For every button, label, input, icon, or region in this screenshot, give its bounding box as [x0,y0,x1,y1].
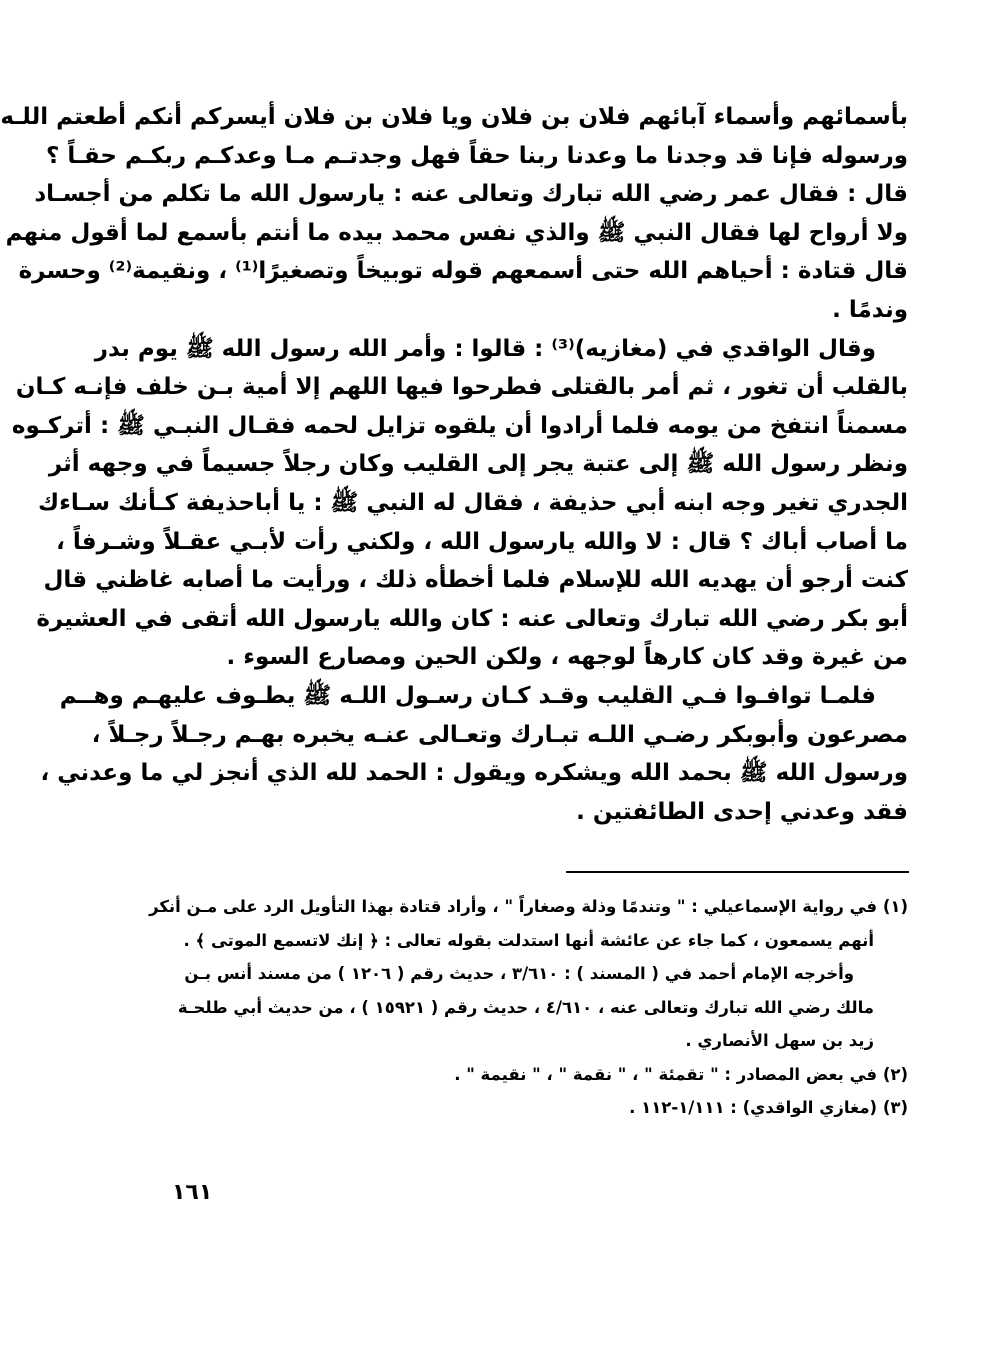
text-line: أبو بكر رضي الله تبارك وتعالى عنه : كان والله يارسول الله أتقى في العشيرة [36,605,908,632]
text-line: كنت أرجو أن يهديه الله للإسلام فلما أخطأه ذلك ، ورأيت ما أصابه غاظني قال [43,567,908,594]
footnote-line: مالك رضي الله تبارك وتعالى عنه ، ٤/٦١٠ ، حديث رقم ( ١٥٩٢١ ) ، من حديث أبي طلحـة [177,997,874,1017]
footnote-line: زيد بن سهل الأنصاري . [685,1031,874,1050]
text-line: وندمًا . [832,296,908,323]
text-line: الجدري تغير وجه ابنه أبي حذيفة ، فقال له النبي ﷺ : يا أباحذيفة كـأنك سـاءك [38,489,908,516]
main-text [0,98,908,831]
text-line: ولا أرواح لها فقال النبي ﷺ والذي نفس محمد بيده ما أنتم بأسمع لما أقول منهم [5,219,908,246]
footnote-line: (١) في رواية الإسماعيلي : " وتندمًا وذلة وصغاراً " ، وأراد قتادة بهذا التأويل الرد على مـن أنكر [149,897,908,916]
text-line: ونظر رسول الله ﷺ إلى عتبة يجر إلى القليب وكان رجلاً جسيماً في وجهه أثر [48,451,908,478]
text-line: وقال الواقدي في (مغازيه)⁽³⁾ : قالوا : وأمر الله رسول الله ﷺ يوم بدر [94,335,876,362]
text-line: من غيرة وقد كان كارهاً لوجهه ، ولكن الحين ومصارع السوء . [226,644,908,671]
text-line: مسمناً انتفخ من يومه فلما أرادوا أن يلقوه تزايل لحمه فقـال النبـي ﷺ : أتركـوه [11,412,908,439]
footnote-1 [149,890,908,1058]
text-line: مصرعون وأبوبكر رضـي اللـه تبـارك وتعـالى عنـه يخبره بهـم رجـلاً رجـلاً ، [91,721,908,748]
text-line: قال : فقال عمر رضي الله تبارك وتعالى عنه : يارسول الله ما تكلم من أجسـاد [34,181,908,208]
footnote-2: (٢) في بعض المصادر : " تقمئة " ، " نقمة " ، " نقيمة " . [454,1064,908,1084]
footnote-line: وأخرجه الإمام أحمد في ( المسند ) : ٣/٦١٠ ، حديث رقم ( ١٢٠٦ ) من مسند أنس بـن [184,964,854,983]
footnote-separator [566,871,909,873]
paragraph-2 [11,330,908,677]
page-number: ١٦١ [172,1180,213,1205]
text-line: ما أصاب أباك ؟ قال : لا والله يارسول الله ، ولكني رأت لأبـي عقـلاً وشـرفاً ، [56,528,908,555]
paragraph-1 [0,98,908,330]
text-line: بالقلب أن تغور ، ثم أمر بالقتلى فطرحوا فيها اللهم إلا أمية بـن خلف فإنـه كـان [15,374,908,401]
text-line: فلمـا توافـوا فـي القليب وقـد كـان رسـول اللـه ﷺ يطـوف عليهـم وهــم [59,682,876,709]
text-line: بأسمائهم وأسماء آبائهم فلان بن فلان ويا فلان بن فلان أيسركم أنكم أطعتم اللـه [0,104,908,130]
text-line: فقد وعدني إحدى الطائفتين . [576,798,908,825]
footnote-3: (٣) (مغازي الواقدي) : ١/١١١-١١٢ . [629,1098,908,1117]
paragraph-3 [40,677,908,831]
footnote-line: أنهم يسمعون ، كما جاء عن عائشة أنها استدلت بقوله تعالى : ﴿ إنك لاتسمع الموتى ﴾ . [183,930,874,950]
text-line: ورسول الله ﷺ بحمد الله ويشكره ويقول : الحمد لله الذي أنجز لي ما وعدني ، [40,760,908,787]
text-line: ورسوله فإنا قد وجدنا ما وعدنا ربنا حقاً فهل وجدتـم مـا وعدكـم ربكـم حقـاً ؟ [45,142,908,169]
footnotes [149,890,908,1125]
text-line: قال قتادة : أحياهم الله حتى أسمعهم قوله توبيخاً وتصغيرًا⁽¹⁾ ، ونقيمة⁽²⁾ وحسرة [18,258,908,285]
